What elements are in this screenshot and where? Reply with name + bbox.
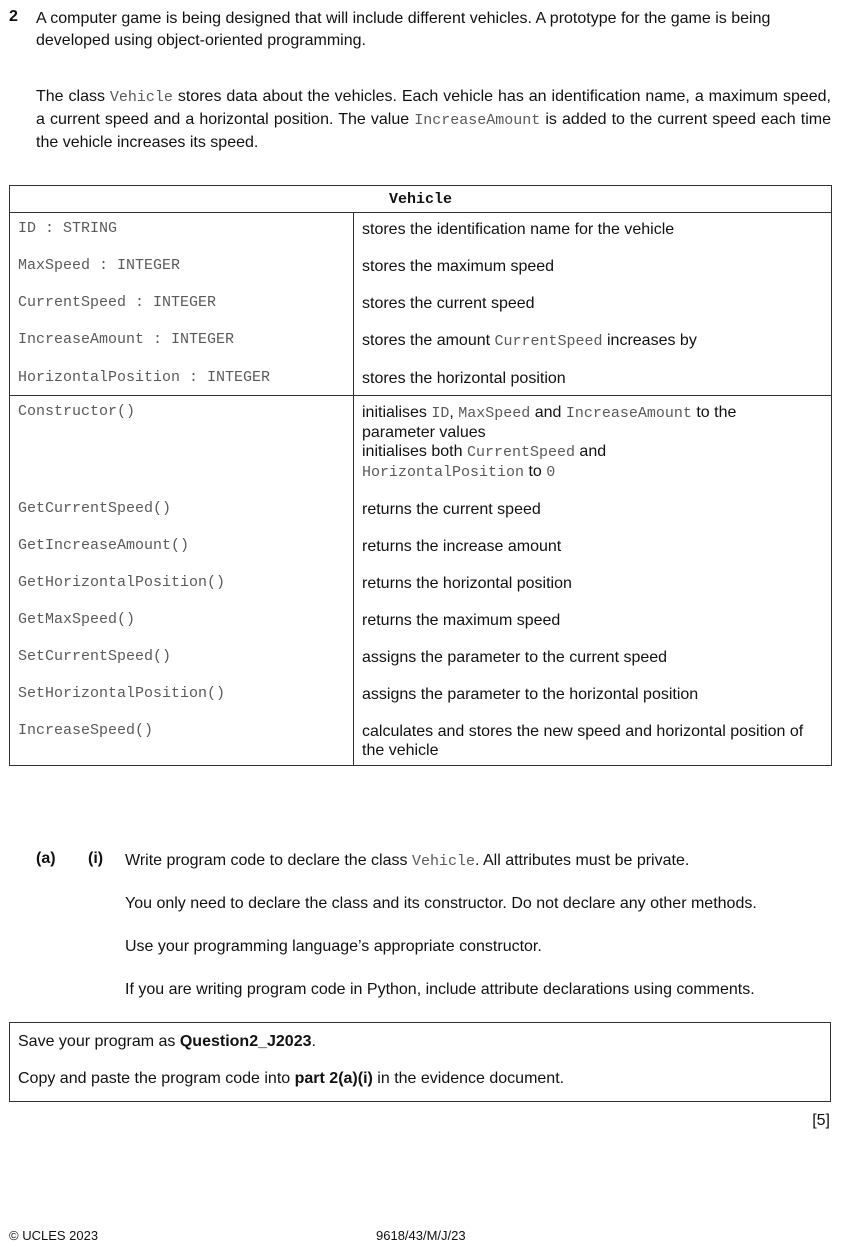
method-name: GetIncreaseAmount() [18, 537, 190, 554]
method-row [10, 674, 832, 711]
method-desc: assigns the parameter to the horizontal position [362, 686, 699, 703]
attribute-name: IncreaseAmount : INTEGER [18, 331, 235, 348]
attribute-desc: stores the maximum speed [362, 258, 555, 275]
method-desc: returns the current speed [362, 501, 541, 518]
constructor-row [10, 396, 832, 490]
method-row [10, 489, 832, 526]
attribute-desc: stores the amount CurrentSpeed increases by [362, 332, 697, 350]
attribute-name: ID : STRING [18, 220, 118, 237]
method-desc: calculates and stores the new speed and horizontal position of the vehicle [362, 723, 804, 759]
part-label-a: (a) [36, 850, 56, 867]
method-row [10, 563, 832, 600]
attribute-name: CurrentSpeed : INTEGER [18, 294, 217, 311]
method-name: IncreaseSpeed() [18, 722, 154, 739]
method-name: SetHorizontalPosition() [18, 685, 226, 702]
method-name: GetHorizontalPosition() [18, 574, 226, 591]
method-desc: returns the increase amount [362, 538, 562, 555]
attribute-desc: stores the identification name for the vehicle [362, 221, 675, 238]
instruction-1: Write program code to declare the class Vehicle. All attributes must be private. [125, 852, 690, 870]
intro-paragraph-1: A computer game is being designed that will include different vehicles. A prototype for the game is being developed using object-oriented programming. [36, 10, 771, 49]
method-row [10, 526, 832, 563]
instruction-2: You only need to declare the class and its constructor. Do not declare any other methods. [125, 895, 757, 912]
question-number: 2 [9, 8, 18, 25]
method-name: Constructor() [18, 403, 136, 420]
constructor-desc: initialises ID, MaxSpeed and IncreaseAmount to the parameter values initialises both CurrentSpeed and HorizontalPosition to 0 [362, 404, 737, 481]
class-table [9, 185, 832, 766]
part-label-i: (i) [88, 850, 104, 867]
attribute-row [10, 246, 832, 283]
attribute-row [10, 213, 832, 247]
attribute-name: HorizontalPosition : INTEGER [18, 369, 271, 386]
class-title: Vehicle [10, 186, 832, 213]
marks: [5] [812, 1112, 830, 1129]
method-desc: returns the horizontal position [362, 575, 572, 592]
method-row [10, 711, 832, 766]
attribute-desc: stores the horizontal position [362, 370, 566, 387]
copy-instruction: Copy and paste the program code into part 2(a)(i) in the evidence document. [18, 1070, 565, 1087]
method-name: GetCurrentSpeed() [18, 500, 172, 517]
instruction-4: If you are writing program code in Python, include attribute declarations using comments. [125, 981, 755, 998]
method-desc: assigns the parameter to the current speed [362, 649, 668, 666]
attribute-desc: stores the current speed [362, 295, 535, 312]
save-instruction: Save your program as Question2_J2023. [18, 1033, 316, 1050]
evidence-box [9, 1022, 831, 1102]
attribute-name: MaxSpeed : INTEGER [18, 257, 181, 274]
intro-paragraph-2: The class Vehicle stores data about the vehicles. Each vehicle has an identification name, a maximum speed, a current speed and a horizontal position. The value IncreaseAmount is added to the current speed each time the vehicle increases its speed. [36, 88, 831, 151]
method-name: GetMaxSpeed() [18, 611, 136, 628]
footer-copyright: © UCLES 2023 [9, 1228, 99, 1243]
method-row [10, 600, 832, 637]
attribute-row [10, 283, 832, 320]
method-row [10, 637, 832, 674]
attribute-row [10, 358, 832, 396]
instruction-3: Use your programming language’s appropriate constructor. [125, 938, 542, 955]
footer-paper-code: 9618/43/M/J/23 [376, 1228, 466, 1243]
attribute-row [10, 320, 832, 358]
method-desc: returns the maximum speed [362, 612, 561, 629]
method-name: SetCurrentSpeed() [18, 648, 172, 665]
